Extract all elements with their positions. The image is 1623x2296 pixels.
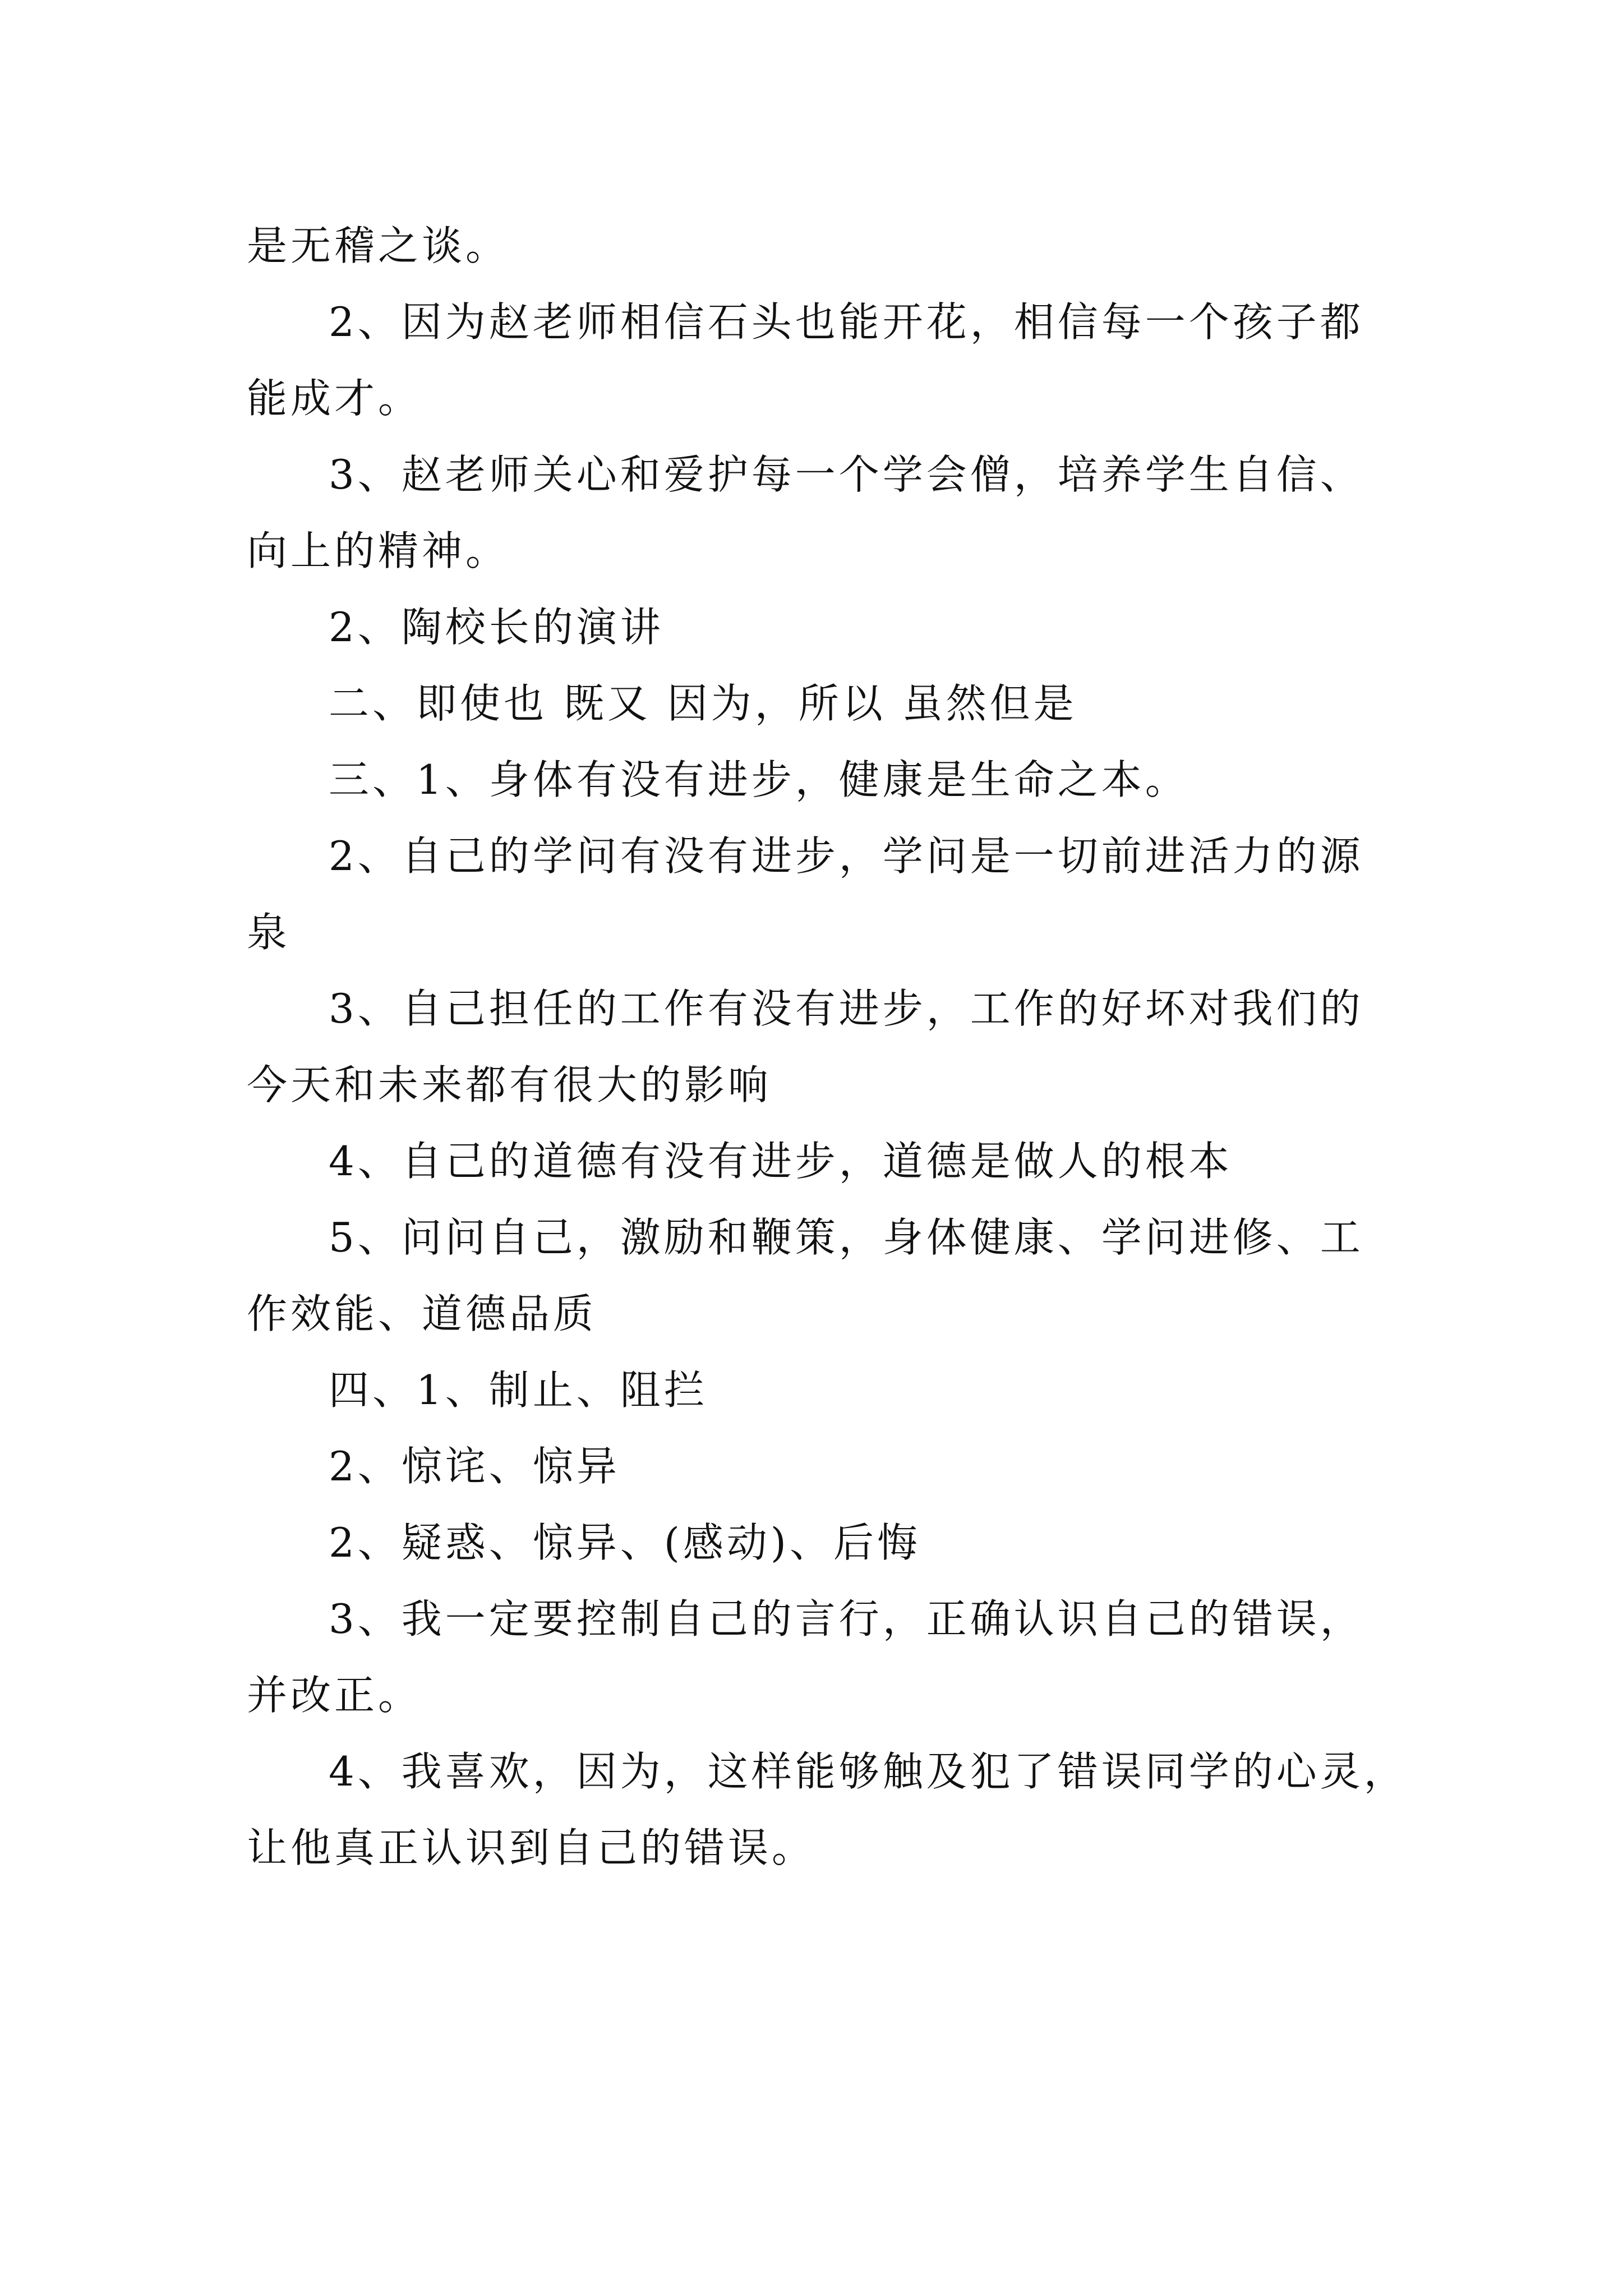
text-line: 是无稽之谈。 [247, 222, 510, 269]
text-line: 三、1、身体有没有进步，健康是生命之本。 [329, 756, 1189, 803]
text-line: 能成才。 [247, 375, 422, 422]
text-line: 今天和未来都有很大的影响 [247, 1061, 772, 1108]
text-line: 2、惊诧、惊异 [329, 1443, 620, 1490]
text-line: 5、问问自己，激励和鞭策，身体健康、学问进修、工 [329, 1214, 1364, 1261]
text-line: 向上的精神。 [247, 527, 510, 574]
text-line: 作效能、道德品质 [247, 1290, 597, 1337]
text-line: 4、自己的道德有没有进步，道德是做人的根本 [329, 1138, 1233, 1185]
text-line: 3、自己担任的工作有没有进步，工作的好坏对我们的 [329, 985, 1364, 1032]
text-line: 并改正。 [247, 1672, 422, 1719]
document-body [247, 208, 1408, 1886]
text-line: 让他真正认识到自己的错误。 [247, 1824, 816, 1871]
text-line: 4、我喜欢，因为，这样能够触及犯了错误同学的心灵， [329, 1748, 1408, 1795]
text-line: 2、因为赵老师相信石头也能开花，相信每一个孩子都 [329, 298, 1364, 346]
text-line: 二、即使也 既又 因为，所以 虽然但是 [329, 680, 1077, 727]
text-line: 2、自己的学问有没有进步，学问是一切前进活力的源 [329, 832, 1364, 880]
text-line: 泉 [247, 909, 291, 956]
text-line: 3、我一定要控制自己的言行，正确认识自己的错误， [329, 1595, 1364, 1642]
text-line: 2、陶校长的演讲 [329, 604, 664, 651]
text-line: 3、赵老师关心和爱护每一个学会僧，培养学生自信、 [329, 451, 1364, 498]
text-line: 2、疑惑、惊异、(感动)、后悔 [329, 1519, 921, 1566]
text-line: 四、1、制止、阻拦 [329, 1366, 708, 1414]
